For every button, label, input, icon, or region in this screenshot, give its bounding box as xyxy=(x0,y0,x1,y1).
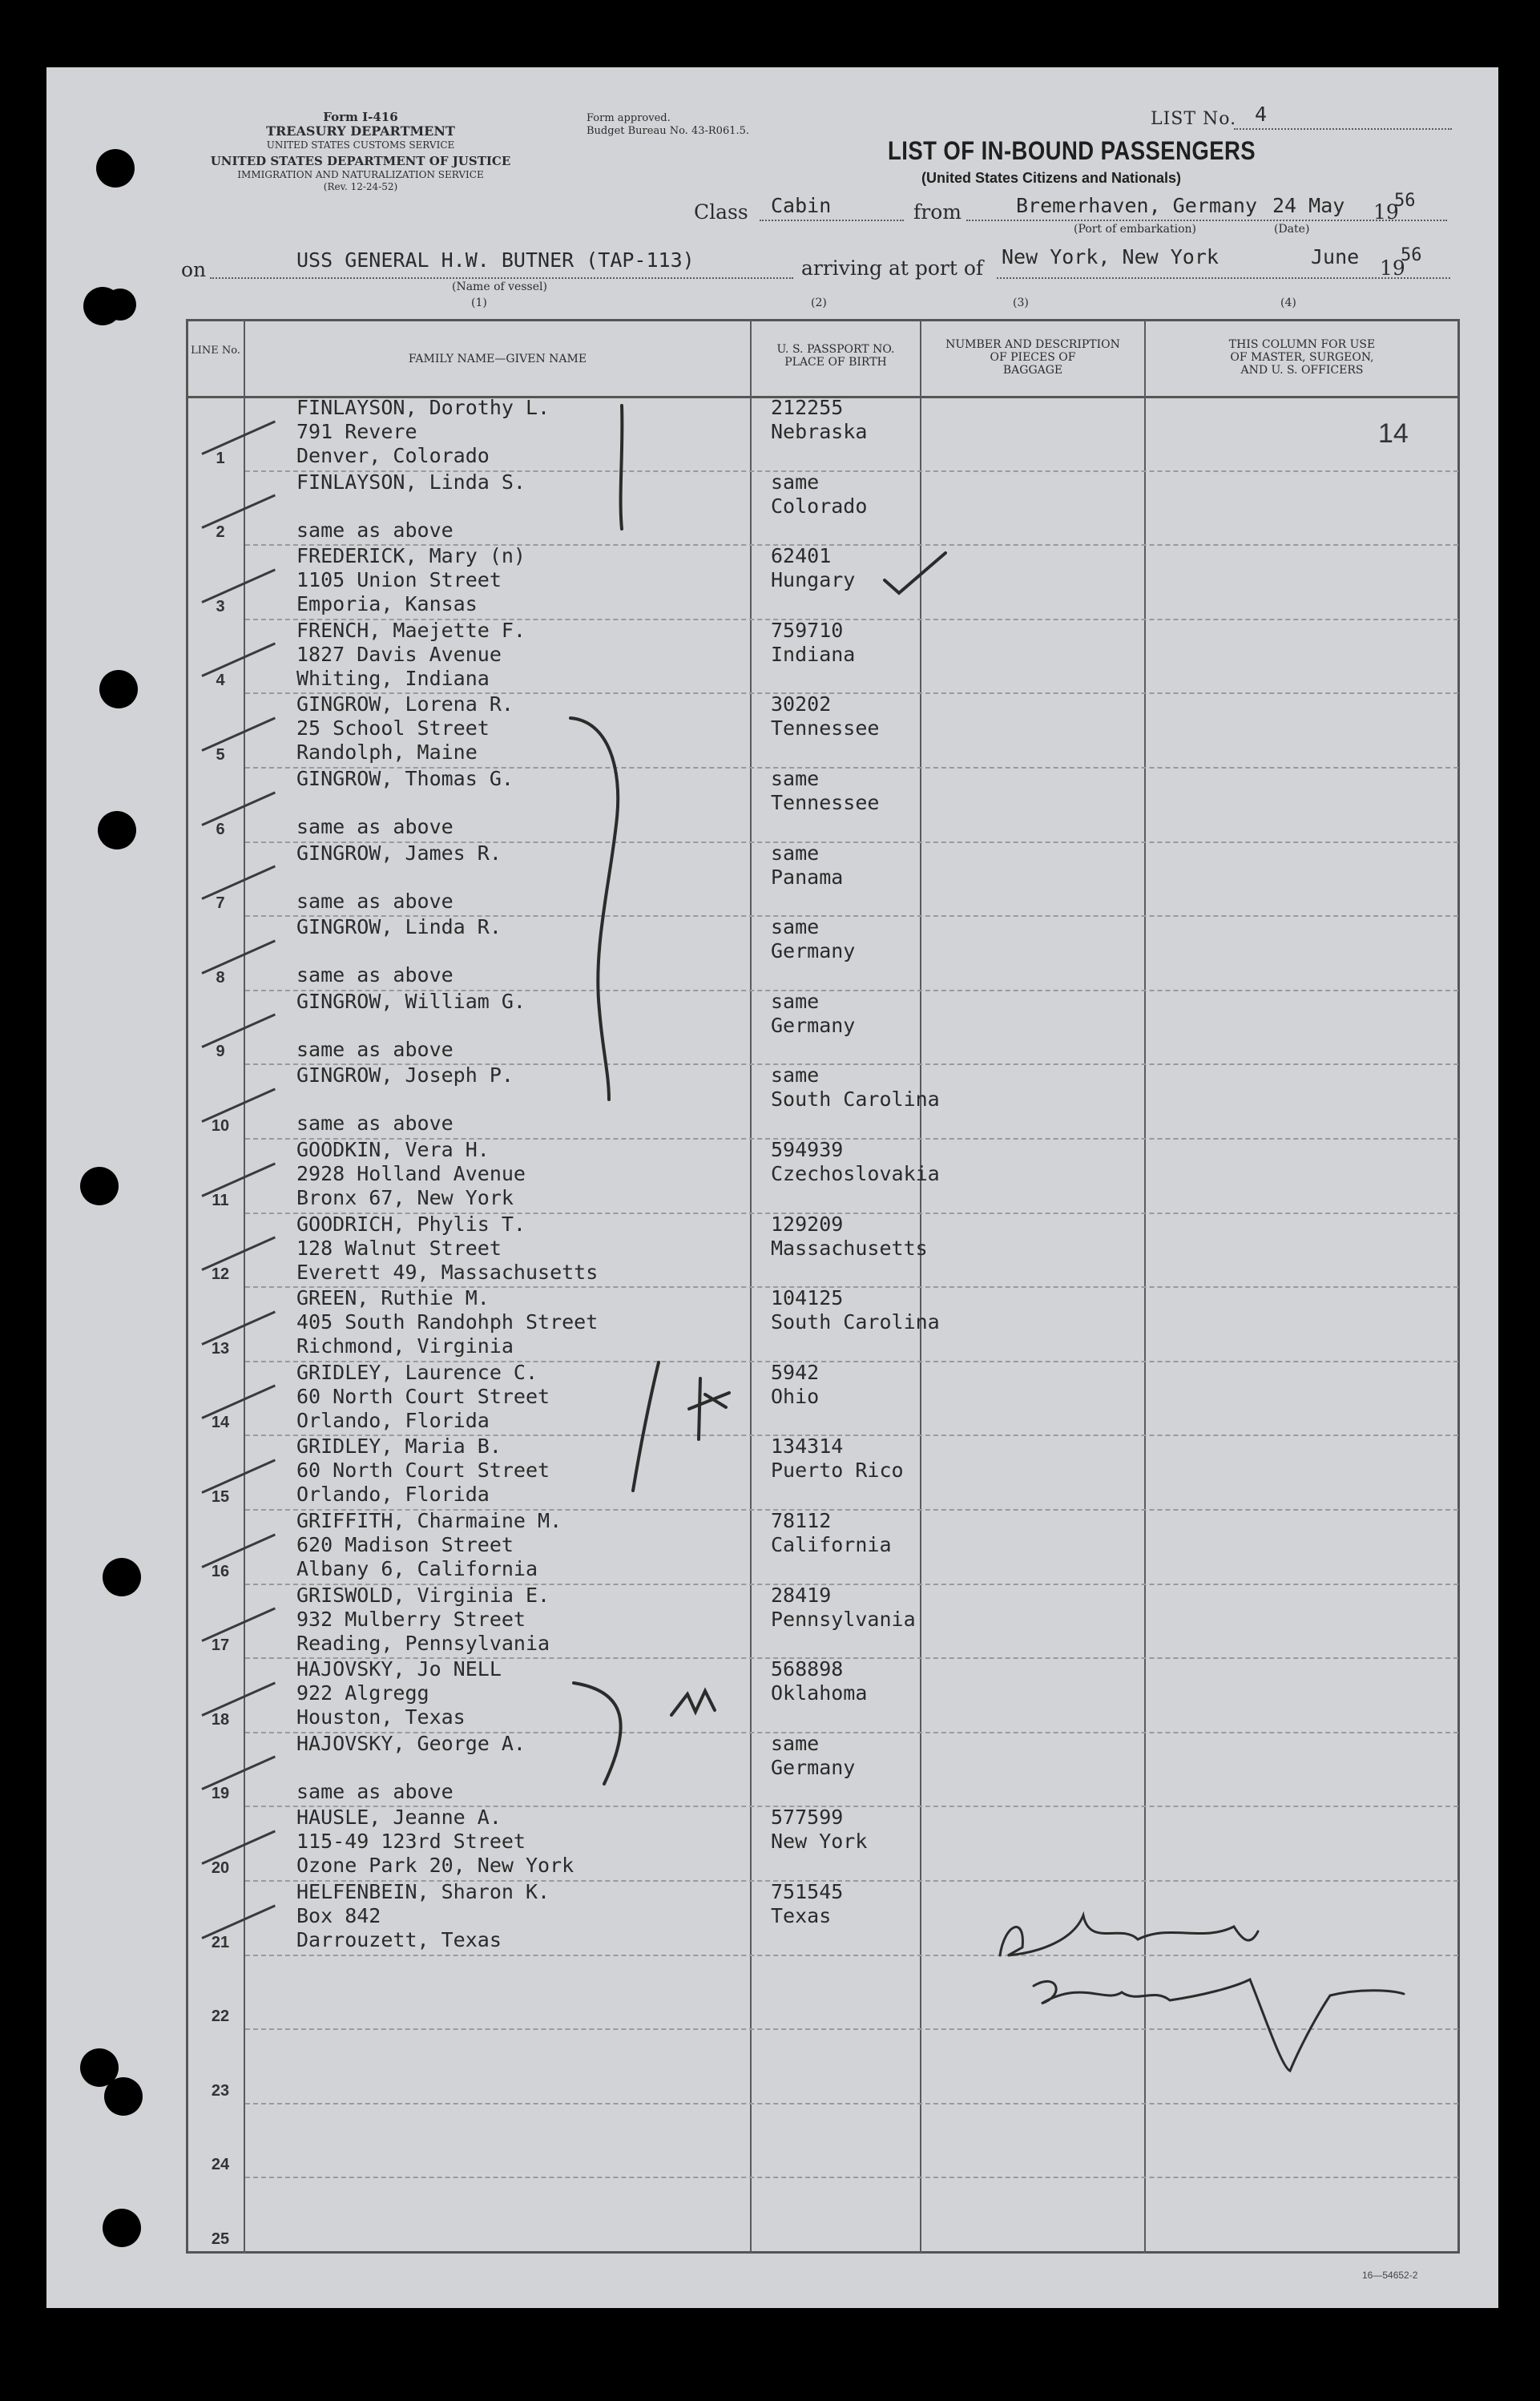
row-line-number: 19 xyxy=(211,1785,230,1803)
passport-number: 30202 xyxy=(771,692,832,716)
passenger-name: GOODRICH, Phylis T. xyxy=(296,1212,526,1236)
passenger-address-line2: same as above xyxy=(296,518,454,542)
col-header-officers-line3: AND U. S. OFFICERS xyxy=(1240,364,1364,377)
col-header-officers-line1: THIS COLUMN FOR USE xyxy=(1228,338,1376,351)
place-of-birth: Indiana xyxy=(771,642,856,666)
passenger-address-line2: Albany 6, California xyxy=(296,1557,538,1580)
passenger-name: FREDERICK, Mary (n) xyxy=(296,544,526,568)
arrival-port: New York, New York xyxy=(1002,245,1219,268)
footer-code: 16—54652-2 xyxy=(1362,2270,1418,2281)
dept-immigration: IMMIGRATION AND NATURALIZATION SERVICE xyxy=(237,169,484,180)
col-header-line-no: LINE No. xyxy=(191,345,240,357)
dept-customs: UNITED STATES CUSTOMS SERVICE xyxy=(266,139,455,151)
passport-number: 28419 xyxy=(771,1583,832,1607)
passenger-address-line1: 932 Mulberry Street xyxy=(296,1607,526,1631)
check-mark xyxy=(885,553,945,593)
passenger-address-line2: Darrouzett, Texas xyxy=(296,1928,502,1951)
row-line-number: 10 xyxy=(211,1117,230,1135)
passenger-address-line1: 60 North Court Street xyxy=(296,1459,550,1483)
passenger-name: GOODKIN, Vera H. xyxy=(296,1138,490,1161)
row-line-number: 4 xyxy=(216,672,225,690)
page-title: LIST OF IN-BOUND PASSENGERS xyxy=(888,136,1256,165)
passenger-name: GINGROW, James R. xyxy=(296,841,502,865)
passenger-address-line2: Denver, Colorado xyxy=(296,444,490,467)
passenger-name: GRISWOLD, Virginia E. xyxy=(296,1583,550,1607)
passenger-name: HAJOVSKY, Jo NELL xyxy=(296,1657,502,1681)
port-embark-caption: (Port of embarkation) xyxy=(1074,223,1196,236)
on-label: on xyxy=(181,258,207,281)
officer-note: 14 xyxy=(1378,418,1409,449)
row-line-number: 3 xyxy=(216,597,225,615)
passport-number: 594939 xyxy=(771,1138,844,1161)
passport-number: same xyxy=(771,841,820,865)
bracket-mark xyxy=(621,406,623,529)
passenger-address-line1: 791 Revere xyxy=(296,420,417,443)
signature-text xyxy=(1002,1912,1450,2056)
date-year-prefix: 19 xyxy=(1373,200,1399,224)
passenger-address-line2: Richmond, Virginia xyxy=(296,1334,514,1358)
vessel-caption: (Name of vessel) xyxy=(452,280,547,293)
place-of-birth: Pennsylvania xyxy=(771,1607,916,1631)
annotation-mark xyxy=(689,1378,729,1439)
passenger-address-line2: Ozone Park 20, New York xyxy=(296,1854,574,1878)
passenger-name: FINLAYSON, Dorothy L. xyxy=(296,396,550,419)
passenger-name: GINGROW, William G. xyxy=(296,989,526,1013)
caption-col4: (4) xyxy=(1280,297,1296,309)
passport-number: 78112 xyxy=(771,1509,832,1532)
passport-number: same xyxy=(771,470,820,494)
passenger-name: GRIDLEY, Maria B. xyxy=(296,1435,502,1459)
from-label: from xyxy=(913,200,961,224)
annotation-mark xyxy=(671,1691,715,1715)
passenger-name: HELFENBEIN, Sharon K. xyxy=(296,1880,550,1903)
dept-justice: UNITED STATES DEPARTMENT OF JUSTICE xyxy=(210,154,511,168)
passenger-name: GINGROW, Joseph P. xyxy=(296,1063,514,1088)
list-number-value: 4 xyxy=(1255,103,1268,126)
passenger-address-line2: Reading, Pennsylvania xyxy=(296,1631,550,1655)
class-value: Cabin xyxy=(771,194,832,217)
place-of-birth: South Carolina xyxy=(771,1310,940,1334)
passenger-name: GRIDLEY, Laurence C. xyxy=(296,1360,538,1384)
caption-col1: (1) xyxy=(471,297,487,309)
col-header-baggage-line3: BAGGAGE xyxy=(1002,364,1063,377)
row-line-number: 22 xyxy=(211,2008,230,2026)
row-line-number: 24 xyxy=(211,2156,230,2174)
bracket-mark xyxy=(570,718,618,1100)
place-of-birth: Germany xyxy=(771,1755,856,1779)
passenger-name: HAUSLE, Jeanne A. xyxy=(296,1806,502,1830)
place-of-birth: Puerto Rico xyxy=(771,1459,904,1483)
row-line-number: 25 xyxy=(211,2230,230,2248)
arrival-year-prefix: 19 xyxy=(1380,256,1405,280)
place-of-birth: Czechoslovakia xyxy=(771,1162,940,1185)
class-label: Class xyxy=(694,200,748,224)
passenger-address-line2: same as above xyxy=(296,815,454,838)
passenger-address-line1: 620 Madison Street xyxy=(296,1533,514,1556)
place-of-birth: Ohio xyxy=(771,1384,820,1408)
row-line-number: 6 xyxy=(216,820,225,838)
place-of-birth: Germany xyxy=(771,939,856,963)
passenger-name: FINLAYSON, Linda S. xyxy=(296,470,526,494)
row-line-number: 14 xyxy=(211,1414,230,1432)
date-value: 24 May xyxy=(1272,194,1345,217)
passport-number: 129209 xyxy=(771,1212,844,1236)
row-line-number: 13 xyxy=(211,1339,230,1358)
arrival-year: 56 xyxy=(1401,245,1422,265)
arrival-date: June xyxy=(1311,245,1360,268)
row-line-number: 16 xyxy=(211,1562,230,1580)
arriving-label: arriving at port of xyxy=(801,256,984,280)
passenger-address-line2: Bronx 67, New York xyxy=(296,1186,514,1209)
place-of-birth: Hungary xyxy=(771,568,856,592)
row-line-number: 11 xyxy=(212,1191,229,1209)
dept-treasury: TREASURY DEPARTMENT xyxy=(266,123,455,139)
row-line-number: 12 xyxy=(211,1265,230,1284)
passenger-address-line1: 60 North Court Street xyxy=(296,1384,550,1408)
passenger-address-line2: same as above xyxy=(296,1037,454,1061)
col-header-officers-line2: OF MASTER, SURGEON, xyxy=(1230,351,1374,364)
passport-number: 568898 xyxy=(771,1657,844,1681)
row-line-number: 17 xyxy=(211,1636,230,1655)
row-line-number: 21 xyxy=(211,1933,230,1951)
passenger-address-line2: same as above xyxy=(296,1112,454,1136)
passenger-address-line2: Whiting, Indiana xyxy=(296,666,490,690)
date-year: 56 xyxy=(1394,191,1416,211)
row-line-number: 1 xyxy=(216,449,225,467)
row-line-number: 5 xyxy=(216,746,225,764)
row-line-number: 8 xyxy=(216,968,225,987)
caption-col3: (3) xyxy=(1013,297,1029,309)
bracket-mark xyxy=(574,1683,621,1784)
passenger-address-line2: same as above xyxy=(296,1779,454,1803)
passenger-address-line2: Everett 49, Massachusetts xyxy=(296,1260,599,1284)
row-line-number: 9 xyxy=(216,1043,225,1061)
passenger-address-line2: Houston, Texas xyxy=(296,1705,466,1729)
place-of-birth: Tennessee xyxy=(771,791,880,814)
place-of-birth: New York xyxy=(771,1830,868,1854)
passenger-name: GINGROW, Lorena R. xyxy=(296,692,514,716)
passport-number: 62401 xyxy=(771,544,832,568)
passenger-address-line1: 922 Algregg xyxy=(296,1681,429,1705)
passenger-address-line2: same as above xyxy=(296,889,454,913)
passport-number: same xyxy=(771,1063,820,1088)
passport-number: 577599 xyxy=(771,1806,844,1830)
passenger-name: GREEN, Ruthie M. xyxy=(296,1286,490,1310)
place-of-birth: Massachusetts xyxy=(771,1236,928,1260)
passenger-name: HAJOVSKY, George A. xyxy=(296,1731,526,1755)
passport-number: same xyxy=(771,915,820,939)
passenger-address-line1: 1827 Davis Avenue xyxy=(296,642,502,666)
passport-number: 134314 xyxy=(771,1435,844,1459)
passenger-name: GINGROW, Thomas G. xyxy=(296,767,514,790)
passport-number: 104125 xyxy=(771,1286,844,1310)
place-of-birth: Nebraska xyxy=(771,420,868,443)
row-line-number: 7 xyxy=(216,894,225,913)
list-number-label: LIST No. xyxy=(1151,109,1237,129)
row-line-number: 23 xyxy=(211,2081,230,2100)
passenger-address-line1: 25 School Street xyxy=(296,716,490,740)
passport-number: 759710 xyxy=(771,618,844,642)
passenger-address-line2: Orlando, Florida xyxy=(296,1483,490,1507)
passenger-address-line1: 1105 Union Street xyxy=(296,568,502,592)
place-of-birth: Colorado xyxy=(771,494,868,518)
passport-number: 212255 xyxy=(771,396,844,419)
passport-number: same xyxy=(771,767,820,790)
caption-col2: (2) xyxy=(811,297,827,309)
passenger-address-line1: Box 842 xyxy=(296,1904,381,1927)
col-header-baggage-line2: OF PIECES OF xyxy=(990,351,1076,364)
vessel-name: USS GENERAL H.W. BUTNER (TAP-113) xyxy=(296,248,695,272)
passport-number: 5942 xyxy=(771,1360,820,1384)
col-header-name: FAMILY NAME—GIVEN NAME xyxy=(408,353,587,365)
passport-number: 751545 xyxy=(771,1880,844,1903)
passenger-address-line1: 115-49 123rd Street xyxy=(296,1830,526,1854)
row-line-number: 15 xyxy=(211,1488,230,1506)
passenger-address-line2: Orlando, Florida xyxy=(296,1408,490,1432)
passport-number: same xyxy=(771,989,820,1013)
col-header-baggage-line1: NUMBER AND DESCRIPTION xyxy=(945,338,1120,351)
passenger-address-line2: Emporia, Kansas xyxy=(296,592,478,616)
place-of-birth: California xyxy=(771,1533,892,1556)
passenger-name: GINGROW, Linda R. xyxy=(296,915,502,939)
bracket-mark xyxy=(633,1362,659,1491)
row-line-number: 18 xyxy=(211,1710,230,1729)
form-revision: (Rev. 12-24-52) xyxy=(323,181,398,192)
row-line-number: 2 xyxy=(216,523,225,542)
row-line-number: 20 xyxy=(211,1859,230,1877)
passenger-address-line1: 128 Walnut Street xyxy=(296,1236,502,1260)
passenger-address-line1: 405 South Randohph Street xyxy=(296,1310,599,1334)
place-of-birth: Texas xyxy=(771,1904,832,1927)
from-value: Bremerhaven, Germany xyxy=(1016,194,1258,217)
passenger-address-line2: Randolph, Maine xyxy=(296,740,478,765)
form-number: Form I-416 xyxy=(323,110,398,124)
passport-number: same xyxy=(771,1731,820,1755)
passenger-address-line2: same as above xyxy=(296,963,454,987)
place-of-birth: South Carolina xyxy=(771,1088,940,1112)
place-of-birth: Oklahoma xyxy=(771,1681,868,1705)
col-header-passport-line1: U. S. PASSPORT NO. xyxy=(776,343,895,356)
budget-bureau-text: Budget Bureau No. 43-R061.5. xyxy=(587,125,750,137)
place-of-birth: Germany xyxy=(771,1013,856,1037)
passenger-name: FRENCH, Maejette F. xyxy=(296,618,526,642)
page-subtitle: (United States Citizens and Nationals) xyxy=(921,170,1182,186)
passenger-address-line1: 2928 Holland Avenue xyxy=(296,1162,526,1185)
date-caption: (Date) xyxy=(1274,223,1310,236)
col-header-passport-line2: PLACE OF BIRTH xyxy=(784,356,887,369)
passenger-name: GRIFFITH, Charmaine M. xyxy=(296,1509,562,1532)
place-of-birth: Tennessee xyxy=(771,716,880,740)
place-of-birth: Panama xyxy=(771,865,844,889)
approved-text: Form approved. xyxy=(587,112,671,124)
